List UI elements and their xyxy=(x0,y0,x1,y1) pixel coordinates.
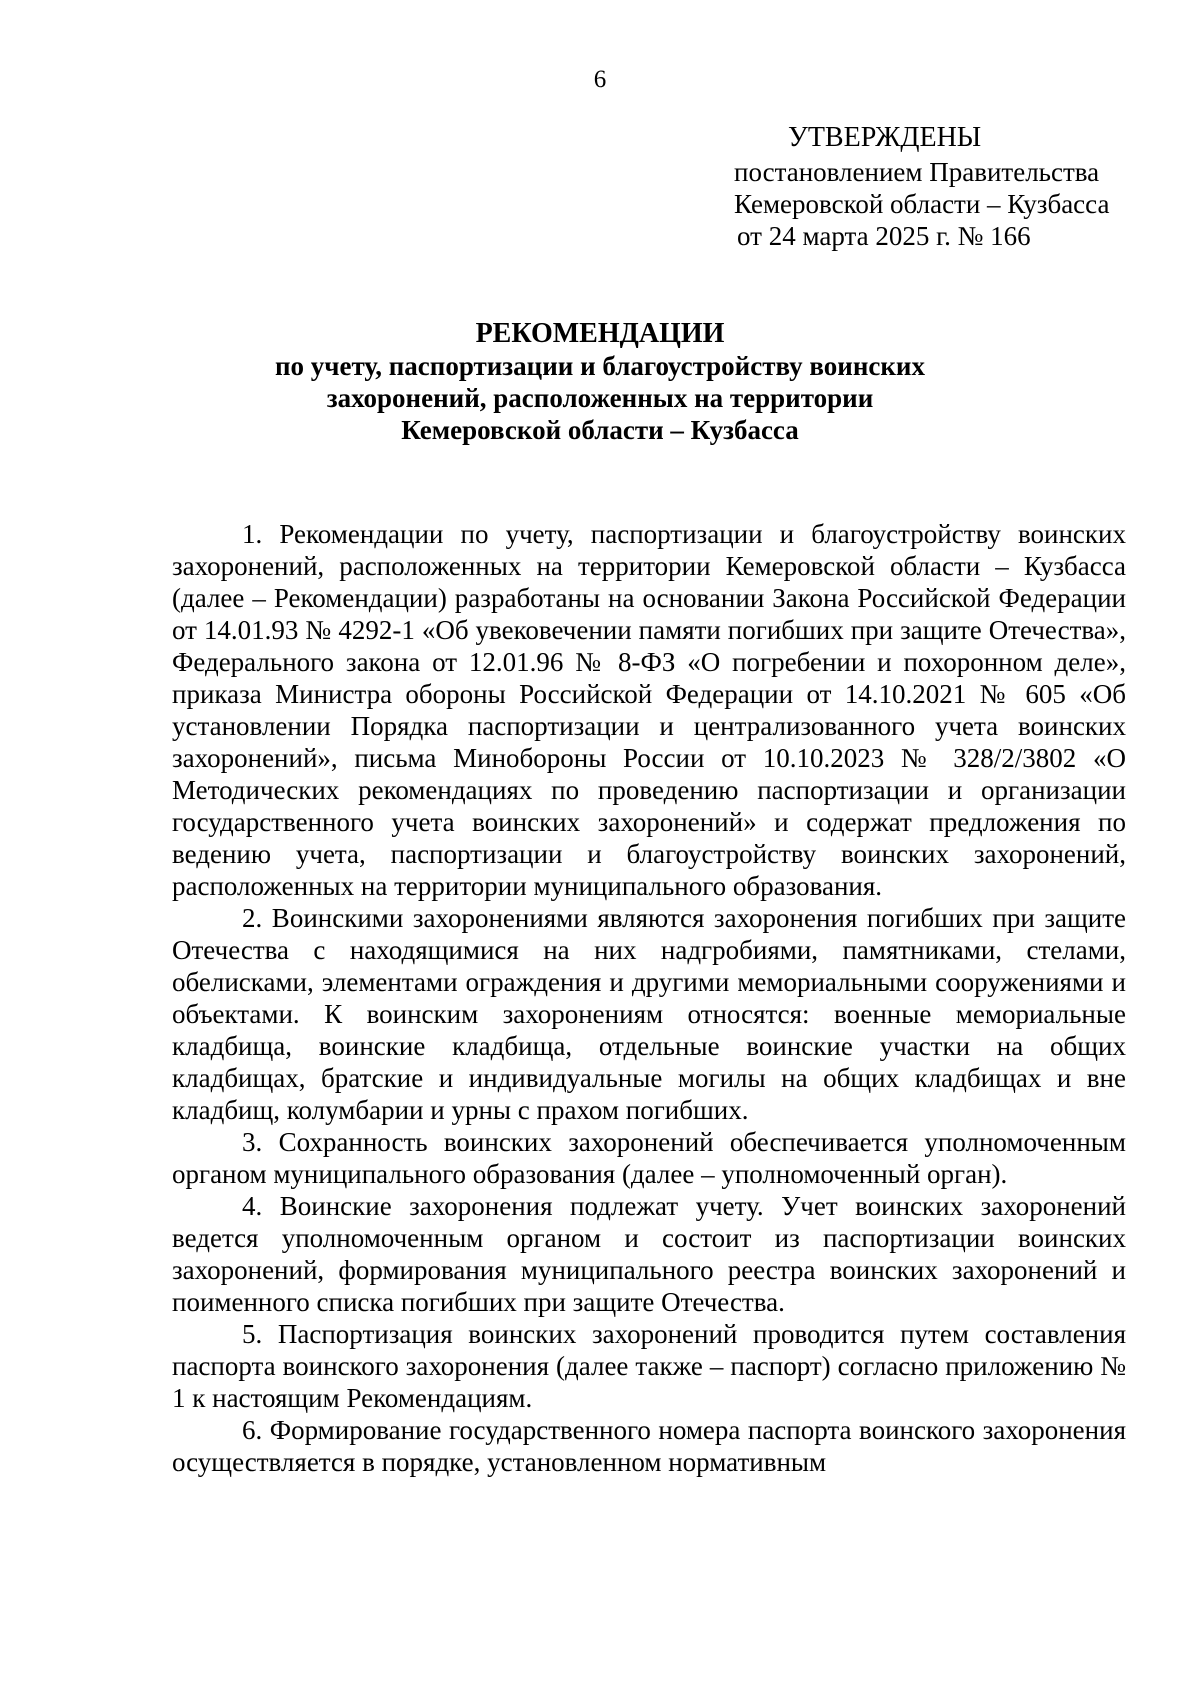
paragraph-3: 3. Сохранность воинских захоронений обеспечивается уполномоченным органом муниципального образования (далее – уполномоченный орган). xyxy=(172,1127,1126,1189)
document-title xyxy=(0,318,1200,446)
document-body xyxy=(172,518,1126,1478)
page-number: 6 xyxy=(593,66,607,93)
paragraph-1: 1. Рекомендации по учету, паспортизации и благоустройству воинских захоронений, расположенных на территории Кемеровской области – Кузбасса (далее – Рекомендации) разработаны на основании Закона Российской Федерации от 14.01.93 № 4292-1 «Об увековечении памяти погибших при защите Отечества», Федерального закона от 12.01.96 № 8-ФЗ «О погребении и похоронном деле», приказа Министра обороны Российской Федерации от 14.10.2021 № 605 «Об установлении Порядка паспортизации и централизованного учета воинских захоронений», письма Минобороны России от 10.10.2023 № 328/2/3802 «О Методических рекомендациях по проведению паспортизации и организации государственного учета воинских захоронений» и содержат предложения по ведению учета, паспортизации и благоустройству воинских захоронений, расположенных на территории муниципального образования. xyxy=(172,519,1126,901)
title-line: по учету, паспортизации и благоустройству воинских xyxy=(275,351,925,381)
paragraph-2: 2. Воинскими захоронениями являются захоронения погибших при защите Отечества с находящимися на них надгробиями, памятниками, стелами, обелисками, элементами ограждения и другими мемориальными сооружениями и объектами. К воинским захоронениям относятся: военные мемориальные кладбища, воинские кладбища, отдельные воинские участки на общих кладбищах, братские и индивидуальные могилы на общих кладбищах и вне кладбищ, колумбарии и урны с прахом погибших. xyxy=(172,903,1126,1125)
title-line: захоронений, расположенных на территории xyxy=(326,383,874,413)
title-main: РЕКОМЕНДАЦИИ xyxy=(475,318,725,349)
paragraph-6: 6. Формирование государственного номера паспорта воинского захоронения осуществляется в порядке, установленном нормативным xyxy=(172,1415,1126,1477)
approval-stamp xyxy=(734,122,1174,252)
approval-line: постановлением Правительства xyxy=(734,157,1100,187)
paragraph-5: 5. Паспортизация воинских захоронений проводится путем составления паспорта воинского захоронения (далее также – паспорт) согласно приложению № 1 к настоящим Рекомендациям. xyxy=(172,1319,1126,1413)
paragraph-4: 4. Воинские захоронения подлежат учету. Учет воинских захоронений ведется уполномоченным органом и состоит из паспортизации воинских захоронений, формирования муниципального реестра воинских захоронений и поименного списка погибших при защите Отечества. xyxy=(172,1191,1126,1317)
title-line: Кемеровской области – Кузбасса xyxy=(401,415,799,445)
approval-heading: УТВЕРЖДЕНЫ xyxy=(788,122,982,153)
approval-date-number: от 24 марта 2025 г. № 166 xyxy=(737,221,1031,251)
approval-line: Кемеровской области – Кузбасса xyxy=(734,189,1110,219)
